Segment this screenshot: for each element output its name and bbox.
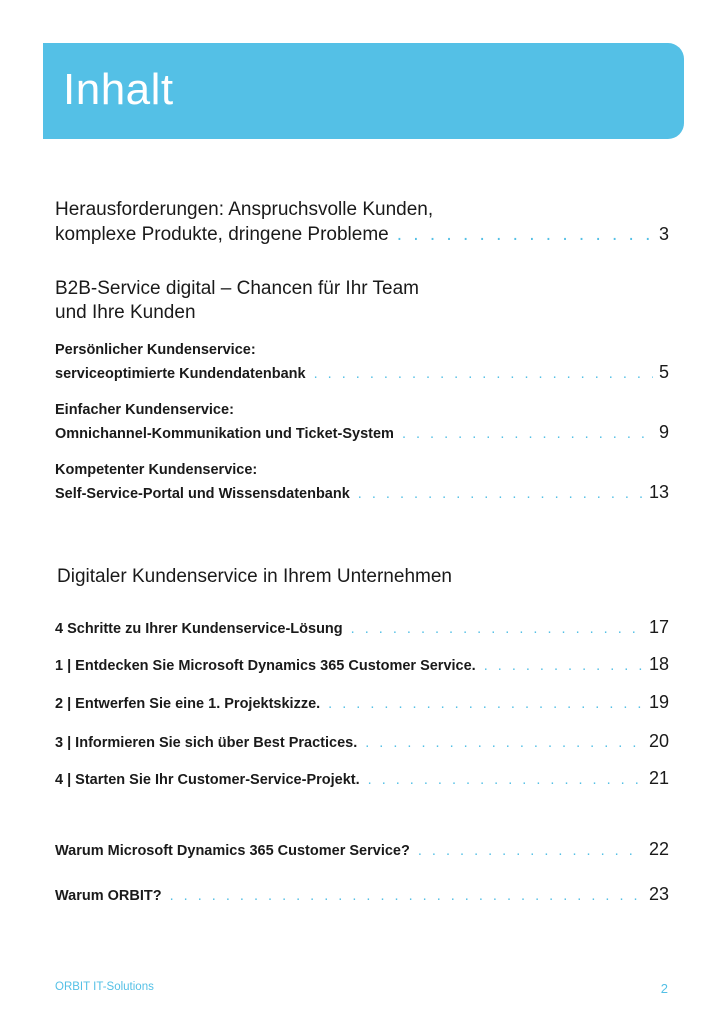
toc-entry-line1: Kompetenter Kundenservice:: [55, 462, 258, 478]
toc-page-number: 3: [658, 224, 669, 244]
toc-page-number: 5: [658, 362, 669, 382]
toc-entry-step[interactable]: [55, 616, 669, 640]
toc-entry-step[interactable]: [55, 767, 669, 791]
toc-entry-step[interactable]: [55, 730, 669, 754]
toc-entry-why-dynamics[interactable]: [55, 838, 669, 862]
dot-leader: [351, 618, 643, 640]
toc-page-number: 13: [648, 482, 669, 502]
toc-entry-label: Warum Microsoft Dynamics 365 Customer Service?: [55, 843, 410, 859]
dot-leader: [397, 223, 653, 247]
footer-page-number: 2: [660, 981, 668, 996]
toc-entry-label: 1 | Entdecken Sie Microsoft Dynamics 365 Customer Service.: [55, 658, 476, 674]
toc-section-b2b: [55, 277, 669, 325]
dot-leader: [170, 885, 643, 907]
toc-entry-step[interactable]: [55, 653, 669, 677]
toc-page-number: 20: [648, 731, 669, 751]
dot-leader: [365, 732, 643, 754]
toc-entry-label: 4 Schritte zu Ihrer Kundenservice-Lösung: [55, 621, 343, 637]
toc-page-number: 22: [648, 839, 669, 859]
toc-page-number: 17: [648, 617, 669, 637]
dot-leader: [368, 769, 643, 791]
page-title: Inhalt: [63, 65, 174, 114]
toc-section-line1: B2B-Service digital – Chancen für Ihr Team: [55, 278, 419, 299]
toc-entry-line1: Einfacher Kundenservice:: [55, 402, 234, 418]
toc-entry-line1: Herausforderungen: Anspruchsvolle Kunden,: [55, 199, 434, 220]
toc-entry-persoenlicher[interactable]: [55, 339, 669, 385]
dot-leader: [418, 840, 643, 862]
toc-entry-step[interactable]: [55, 691, 669, 715]
toc-page-number: 9: [658, 422, 669, 442]
toc-page-number: 21: [648, 768, 669, 788]
dot-leader: [328, 693, 643, 715]
toc-entry-kompetenter[interactable]: [55, 459, 669, 505]
toc-page-number: 19: [648, 692, 669, 712]
dot-leader: [358, 483, 643, 505]
toc-entry-label: Warum ORBIT?: [55, 888, 162, 904]
toc-entry-line1: Persönlicher Kundenservice:: [55, 342, 256, 358]
toc-entry-why-orbit[interactable]: [55, 883, 669, 907]
toc-entry-label: 4 | Starten Sie Ihr Customer-Service-Projekt.: [55, 772, 360, 788]
toc-entry-line2: serviceoptimierte Kundendatenbank: [55, 366, 306, 382]
toc-section-title: Digitaler Kundenservice in Ihrem Unternehmen: [57, 566, 452, 587]
footer-company: ORBIT IT-Solutions: [55, 981, 154, 993]
toc-page-number: 23: [648, 884, 669, 904]
toc-section-line2: und Ihre Kunden: [55, 302, 196, 323]
toc-page-number: 18: [648, 654, 669, 674]
toc-entry-line2: komplexe Produkte, dringene Probleme: [55, 224, 389, 245]
dot-leader: [314, 363, 653, 385]
toc-entry-line2: Self-Service-Portal und Wissensdatenbank: [55, 486, 350, 502]
toc-section-digitaler: [57, 565, 671, 589]
toc-entry-label: 3 | Informieren Sie sich über Best Practices.: [55, 735, 358, 751]
toc-entry-herausforderungen[interactable]: [55, 198, 669, 247]
dot-leader: [402, 423, 653, 445]
toc-entry-einfacher[interactable]: [55, 399, 669, 445]
dot-leader: [484, 655, 643, 677]
toc-entry-line2: Omnichannel-Kommunikation und Ticket-System: [55, 426, 394, 442]
toc-entry-label: 2 | Entwerfen Sie eine 1. Projektskizze.: [55, 696, 321, 712]
